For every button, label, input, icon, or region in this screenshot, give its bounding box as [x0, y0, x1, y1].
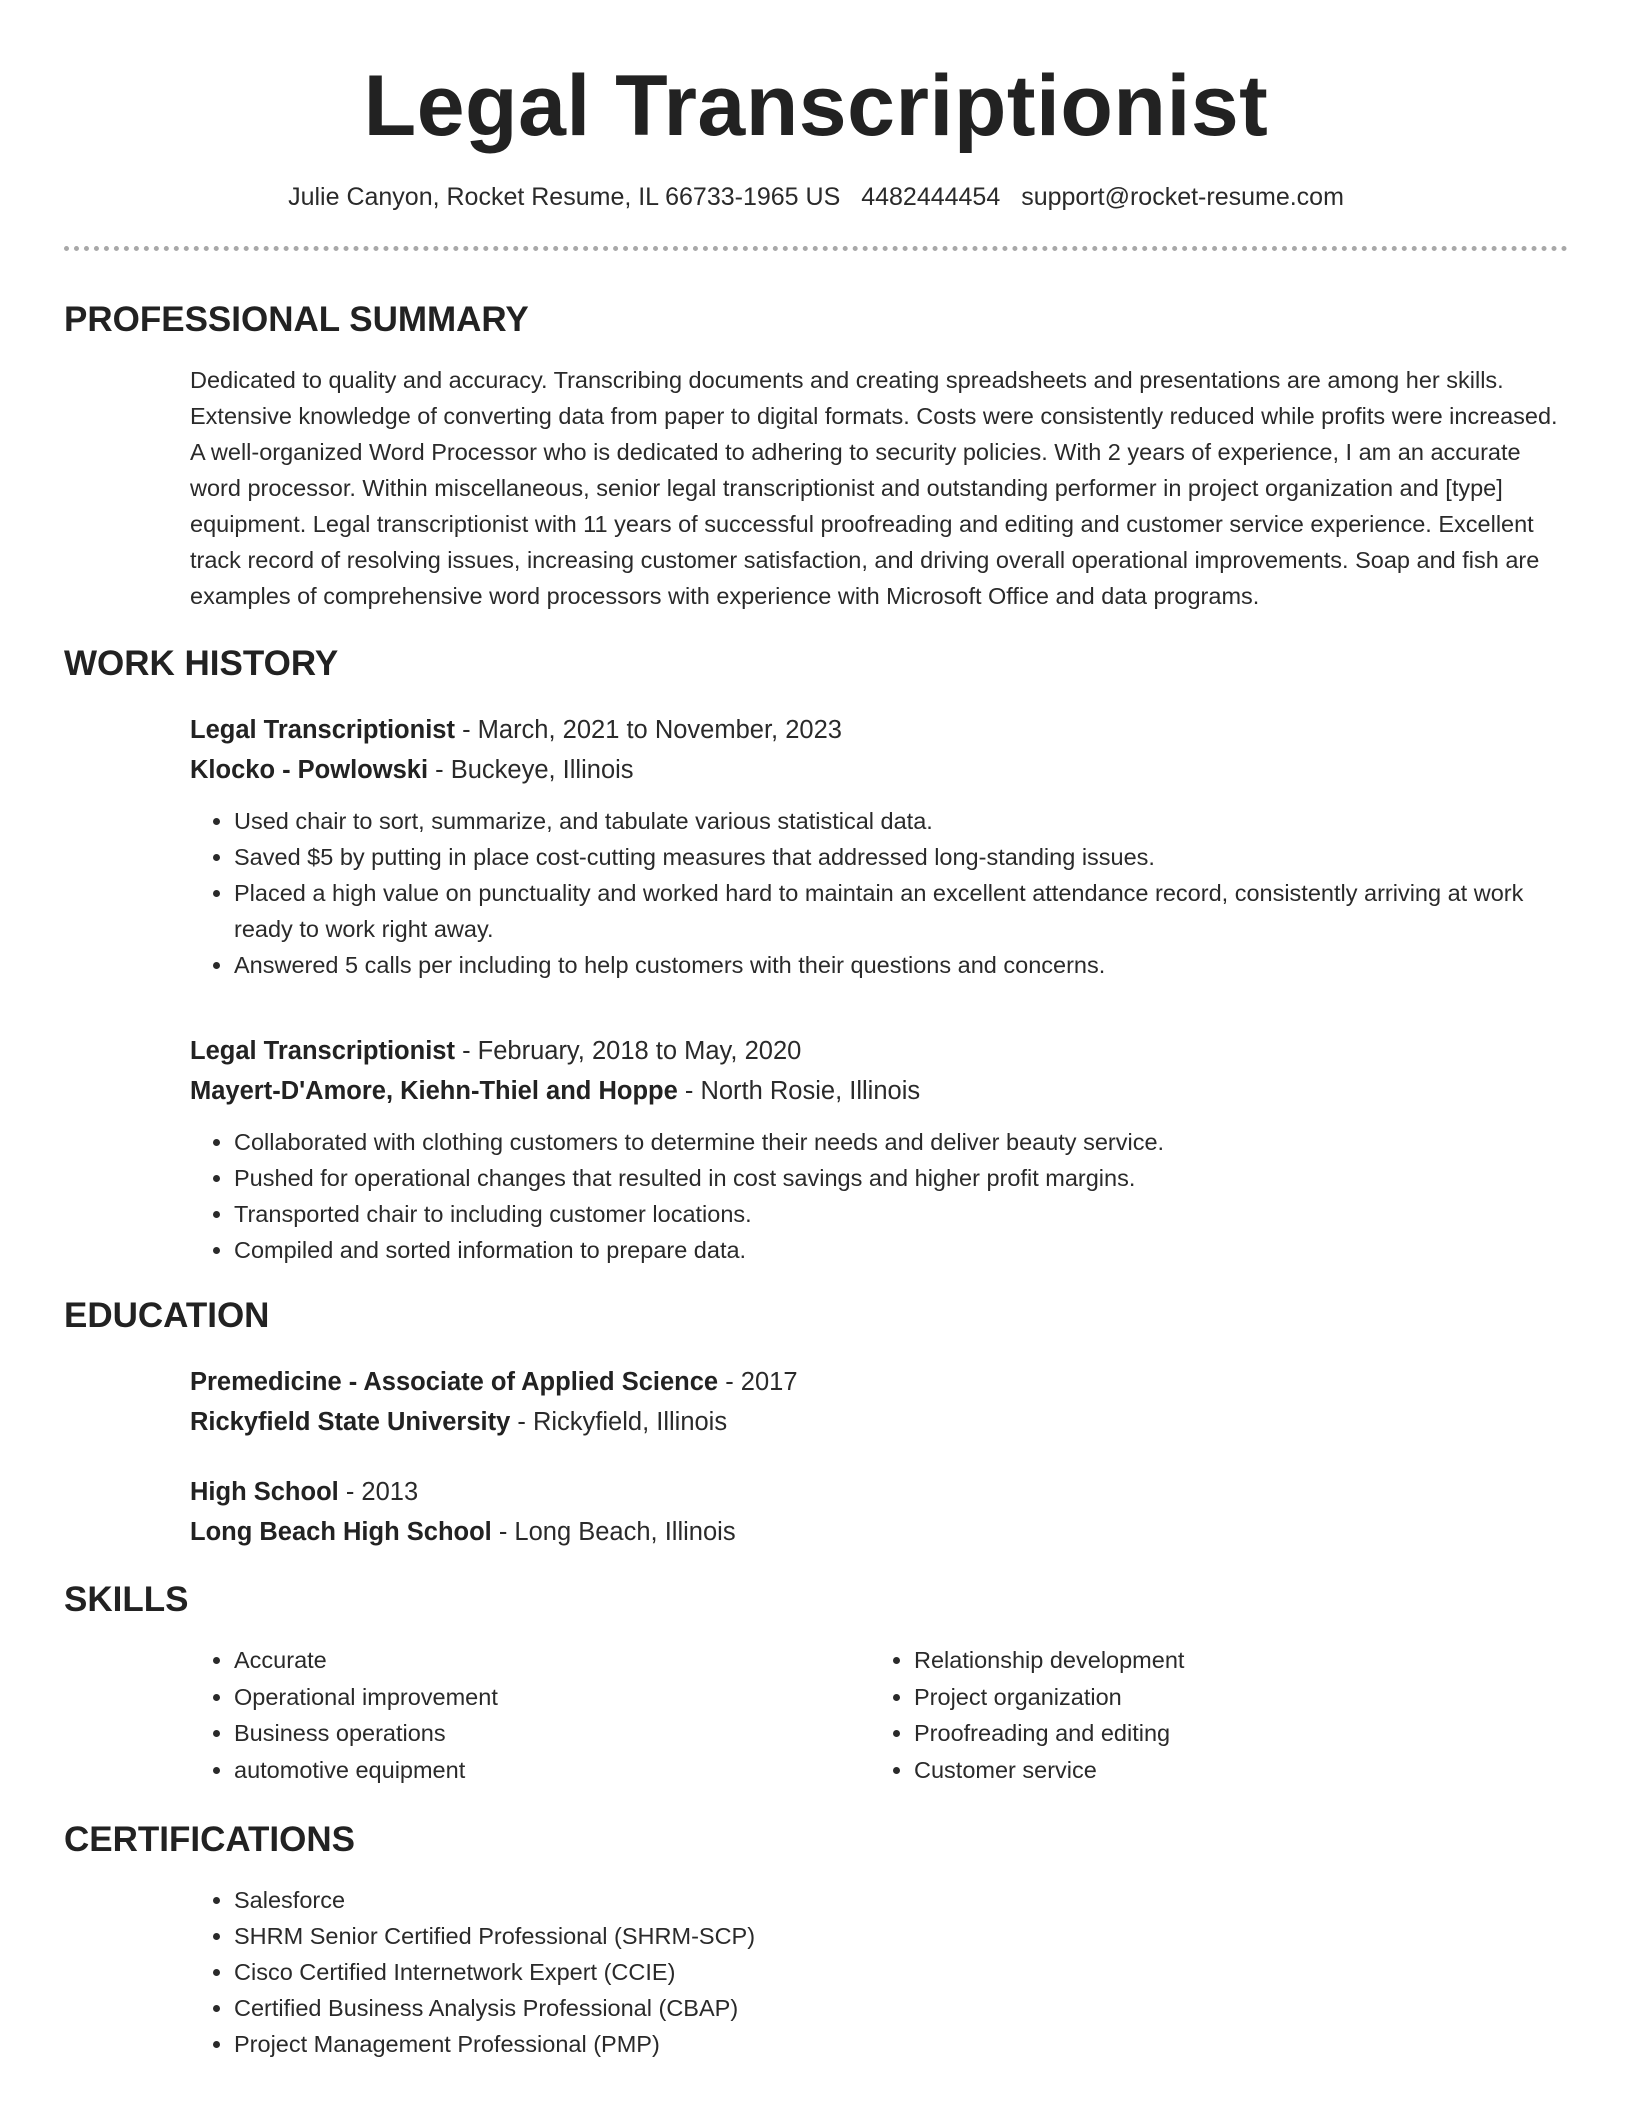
school-location: - Rickyfield, Illinois — [510, 1408, 728, 1436]
certification-item: • Project Management Professional (PMP) — [234, 2026, 1568, 2062]
school: Rickyfield State University — [190, 1408, 511, 1436]
summary-text: Dedicated to quality and accuracy. Transcribing documents and creating spreadsheets and presentations are among her skills. Extensive knowledge of converting data from paper to digital formats. Costs were consistently reduced while profits were increased. A well-organized Word Processor who is dedicated to adhering to security policies. With 2 years of experience, I am an accurate word processor. Within miscellaneous, senior legal transcriptionist and outstanding performer in project organization and [type] equipment. Legal transcriptionist with 11 years of successful proofreading and editing and customer service experience. Excellent track record of resolving issues, increasing customer satisfaction, and driving overall operational improvements. Soap and fish are examples of comprehensive word processors with experience with Microsoft Office and data programs. — [190, 367, 1558, 609]
work-history-heading: WORK HISTORY — [64, 644, 339, 683]
summary-section — [64, 298, 1568, 614]
skill-item: • Operational improvement — [234, 1679, 870, 1716]
degree: High School — [190, 1478, 339, 1506]
degree: Premedicine - Associate of Applied Science — [190, 1368, 719, 1396]
job-dates: - February, 2018 to May, 2020 — [454, 1037, 802, 1065]
resume-title: Legal Transcriptionist — [363, 58, 1269, 154]
list-item: • Answered 5 calls per including to help customers with their questions and concerns. — [234, 947, 1568, 983]
job-company: Klocko - Powlowski — [190, 756, 429, 784]
skills-grid — [190, 1642, 1568, 1788]
job-title-line — [190, 1031, 1568, 1071]
school-line — [190, 1402, 1568, 1442]
summary-heading: PROFESSIONAL SUMMARY — [64, 300, 529, 339]
job-location: - Buckeye, Illinois — [428, 756, 634, 784]
skills-section — [64, 1578, 1568, 1788]
skill-item: • automotive equipment — [234, 1752, 870, 1789]
list-item: • Used chair to sort, summarize, and tabulate various statistical data. — [234, 803, 1568, 839]
skills-column-left — [190, 1642, 870, 1788]
header-divider — [64, 246, 1568, 251]
list-item: • Transported chair to including customer locations. — [234, 1196, 1568, 1232]
job-company-line — [190, 750, 1568, 790]
education-entry — [190, 1362, 1568, 1442]
degree-year: - 2017 — [718, 1368, 798, 1396]
job-entry — [190, 710, 1568, 983]
education-entry — [190, 1472, 1568, 1552]
certifications-heading: CERTIFICATIONS — [64, 1820, 356, 1859]
degree-line — [190, 1362, 1568, 1402]
job-title: Legal Transcriptionist — [190, 1037, 455, 1065]
contact-line — [64, 180, 1568, 214]
school-location: - Long Beach, Illinois — [491, 1518, 736, 1546]
job-location: - North Rosie, Illinois — [677, 1077, 921, 1105]
certification-item: • SHRM Senior Certified Professional (SHRM-SCP) — [234, 1918, 1568, 1954]
certifications-body — [190, 1882, 1568, 2062]
work-history-section — [64, 642, 1568, 1268]
certifications-list — [190, 1882, 1568, 2062]
skill-item: • Relationship development — [914, 1642, 1550, 1679]
skill-item: • Accurate — [234, 1642, 870, 1679]
list-item: • Placed a high value on punctuality and worked hard to maintain an excellent attendance record, consistently arriving at work ready to work right away. — [234, 875, 1568, 947]
list-item: • Pushed for operational changes that resulted in cost savings and higher profit margins. — [234, 1160, 1568, 1196]
job-bullets — [190, 1124, 1568, 1268]
job-company: Mayert-D'Amore, Kiehn-Thiel and Hoppe — [190, 1077, 678, 1105]
list-item: • Compiled and sorted information to prepare data. — [234, 1232, 1568, 1268]
list-item: • Saved $5 by putting in place cost-cutting measures that addressed long-standing issues. — [234, 839, 1568, 875]
certification-item: • Salesforce — [234, 1882, 1568, 1918]
skill-item: • Customer service — [914, 1752, 1550, 1789]
certifications-section — [64, 1818, 1568, 2062]
list-item: • Collaborated with clothing customers to determine their needs and deliver beauty service. — [234, 1124, 1568, 1160]
job-entry — [190, 1031, 1568, 1268]
job-title: Legal Transcriptionist — [190, 716, 455, 744]
job-bullets — [190, 803, 1568, 983]
job-company-line — [190, 1071, 1568, 1111]
skill-item: • Proofreading and editing — [914, 1715, 1550, 1752]
certification-item: • Cisco Certified Internetwork Expert (CCIE) — [234, 1954, 1568, 1990]
contact-address: Julie Canyon, Rocket Resume, IL 66733-1965 US — [288, 183, 841, 211]
certification-item: • Certified Business Analysis Professional (CBAP) — [234, 1990, 1568, 2026]
degree-line — [190, 1472, 1568, 1512]
skills-column-right — [870, 1642, 1550, 1788]
skill-item: • Business operations — [234, 1715, 870, 1752]
school-line — [190, 1512, 1568, 1552]
school: Long Beach High School — [190, 1518, 492, 1546]
resume-page — [64, 0, 1568, 2062]
education-section — [64, 1294, 1568, 1552]
education-heading: EDUCATION — [64, 1296, 270, 1335]
job-title-line — [190, 710, 1568, 750]
contact-phone: 4482444454 — [861, 183, 1001, 211]
contact-email: support@rocket-resume.com — [1021, 183, 1344, 211]
skills-heading: SKILLS — [64, 1580, 189, 1619]
job-dates: - March, 2021 to November, 2023 — [454, 716, 842, 744]
degree-year: - 2013 — [338, 1478, 419, 1506]
skill-item: • Project organization — [914, 1679, 1550, 1716]
